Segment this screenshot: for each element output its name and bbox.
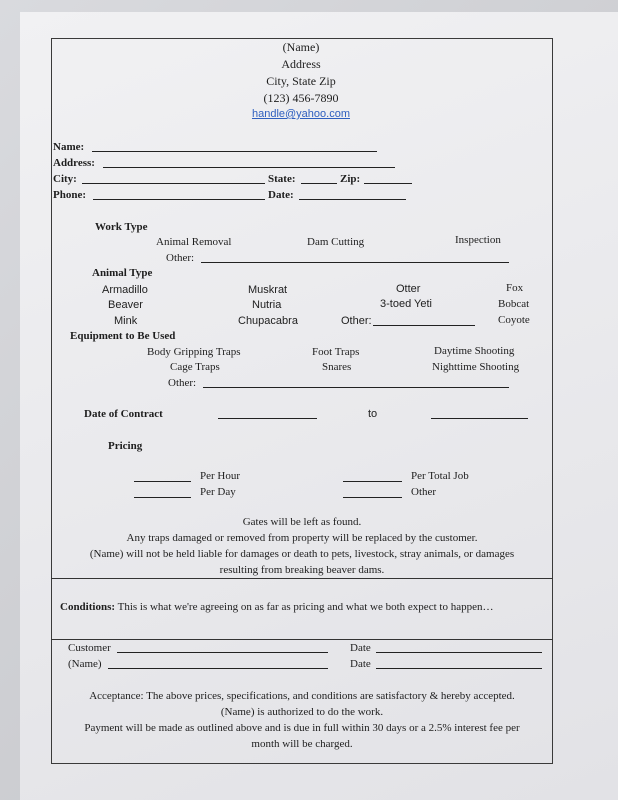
provider-date-field[interactable] bbox=[376, 668, 542, 669]
equipment-heading: Equipment to Be Used bbox=[70, 330, 176, 342]
customer-date-field[interactable] bbox=[376, 652, 542, 653]
pricing-heading: Pricing bbox=[108, 440, 143, 452]
customer-date-label: Date bbox=[350, 642, 371, 654]
provider-signature-label: (Name) bbox=[68, 658, 102, 670]
work-type-heading: Work Type bbox=[95, 221, 148, 233]
work-type-option: Inspection bbox=[455, 234, 501, 246]
form-border bbox=[51, 38, 553, 764]
animal-option: Bobcat bbox=[498, 298, 530, 310]
state-field[interactable] bbox=[301, 183, 337, 184]
per-hour-label: Per Hour bbox=[200, 470, 241, 482]
state-label: State: bbox=[268, 173, 296, 185]
per-total-job-label: Per Total Job bbox=[411, 470, 469, 482]
animal-option: Nutria bbox=[252, 299, 282, 311]
conditions-label: Conditions: bbox=[60, 601, 116, 613]
company-address: Address bbox=[281, 57, 321, 71]
contract-start-field[interactable] bbox=[218, 418, 317, 419]
equipment-other-label: Other: bbox=[168, 377, 197, 389]
equipment-option: Cage Traps bbox=[170, 361, 220, 373]
animal-option: Otter bbox=[396, 283, 421, 295]
per-hour-field[interactable] bbox=[134, 481, 191, 482]
customer-signature-field[interactable] bbox=[117, 652, 328, 653]
equipment-option: Snares bbox=[322, 361, 352, 373]
conditions-body: This is what we're agreeing on as far as pricing and what we both expect to happen… bbox=[117, 601, 494, 613]
animal-option: Mink bbox=[114, 315, 138, 327]
conditions-text bbox=[60, 601, 493, 613]
note-liability: (Name) will not be held liable for damages or death to pets, livestock, stray animals, or damages bbox=[89, 548, 515, 560]
provider-signature-field[interactable] bbox=[108, 668, 328, 669]
equipment-option: Foot Traps bbox=[312, 346, 360, 358]
equipment-option: Nighttime Shooting bbox=[432, 361, 520, 373]
work-type-other-label: Other: bbox=[166, 252, 195, 264]
animal-other-field[interactable] bbox=[373, 325, 475, 326]
animal-option: Armadillo bbox=[102, 284, 148, 296]
animal-option: Beaver bbox=[108, 299, 143, 311]
provider-date-label: Date bbox=[350, 658, 371, 670]
pricing-other-label: Other bbox=[411, 486, 437, 498]
equipment-option: Daytime Shooting bbox=[434, 345, 515, 357]
animal-option: Fox bbox=[506, 282, 524, 294]
customer-signature-label: Customer bbox=[68, 642, 111, 654]
address-label: Address: bbox=[53, 157, 95, 169]
phone-label: Phone: bbox=[53, 189, 86, 201]
animal-option: Muskrat bbox=[248, 284, 288, 296]
payment-terms-cont: month will be charged. bbox=[251, 738, 353, 750]
work-type-other-field[interactable] bbox=[201, 262, 509, 263]
address-field[interactable] bbox=[103, 167, 395, 168]
per-total-job-field[interactable] bbox=[343, 481, 402, 482]
work-type-option: Animal Removal bbox=[156, 236, 232, 248]
per-day-label: Per Day bbox=[200, 486, 236, 498]
equipment-option: Body Gripping Traps bbox=[147, 346, 241, 358]
acceptance-statement: Acceptance: The above prices, specifications, and conditions are satisfactory & hereby accepted. bbox=[89, 690, 515, 702]
animal-type-heading: Animal Type bbox=[92, 267, 153, 279]
zip-field[interactable] bbox=[364, 183, 412, 184]
animal-option: 3-toed Yeti bbox=[380, 298, 432, 310]
pricing-other-field[interactable] bbox=[343, 497, 402, 498]
company-phone: (123) 456-7890 bbox=[263, 91, 339, 105]
note-gates: Gates will be left as found. bbox=[242, 516, 362, 528]
note-liability-cont: resulting from breaking beaver dams. bbox=[219, 564, 385, 576]
date-field[interactable] bbox=[299, 199, 406, 200]
equipment-other-field[interactable] bbox=[203, 387, 509, 388]
note-traps: Any traps damaged or removed from property will be replaced by the customer. bbox=[126, 532, 478, 544]
per-day-field[interactable] bbox=[134, 497, 191, 498]
zip-label: Zip: bbox=[340, 173, 361, 185]
acceptance-authorization: (Name) is authorized to do the work. bbox=[220, 706, 384, 718]
payment-terms: Payment will be made as outlined above and is due in full within 30 days or a 2.5% interest fee per bbox=[84, 722, 520, 734]
date-of-contract-label: Date of Contract bbox=[84, 408, 163, 420]
name-field[interactable] bbox=[92, 151, 377, 152]
date-label: Date: bbox=[268, 189, 294, 201]
animal-other-label: Other: bbox=[341, 315, 372, 327]
section-divider bbox=[51, 639, 553, 640]
work-type-option: Dam Cutting bbox=[307, 236, 365, 248]
company-email-link[interactable]: handle@yahoo.com bbox=[251, 108, 350, 120]
phone-field[interactable] bbox=[93, 199, 265, 200]
animal-option: Chupacabra bbox=[238, 315, 298, 327]
city-field[interactable] bbox=[82, 183, 265, 184]
contract-end-field[interactable] bbox=[431, 418, 528, 419]
name-label: Name: bbox=[53, 141, 85, 153]
company-city-state-zip: City, State Zip bbox=[266, 74, 336, 88]
city-label: City: bbox=[53, 173, 77, 185]
section-divider bbox=[51, 578, 553, 579]
animal-option: Coyote bbox=[498, 314, 530, 326]
company-name: (Name) bbox=[282, 40, 320, 54]
contract-to-label: to bbox=[368, 408, 378, 420]
